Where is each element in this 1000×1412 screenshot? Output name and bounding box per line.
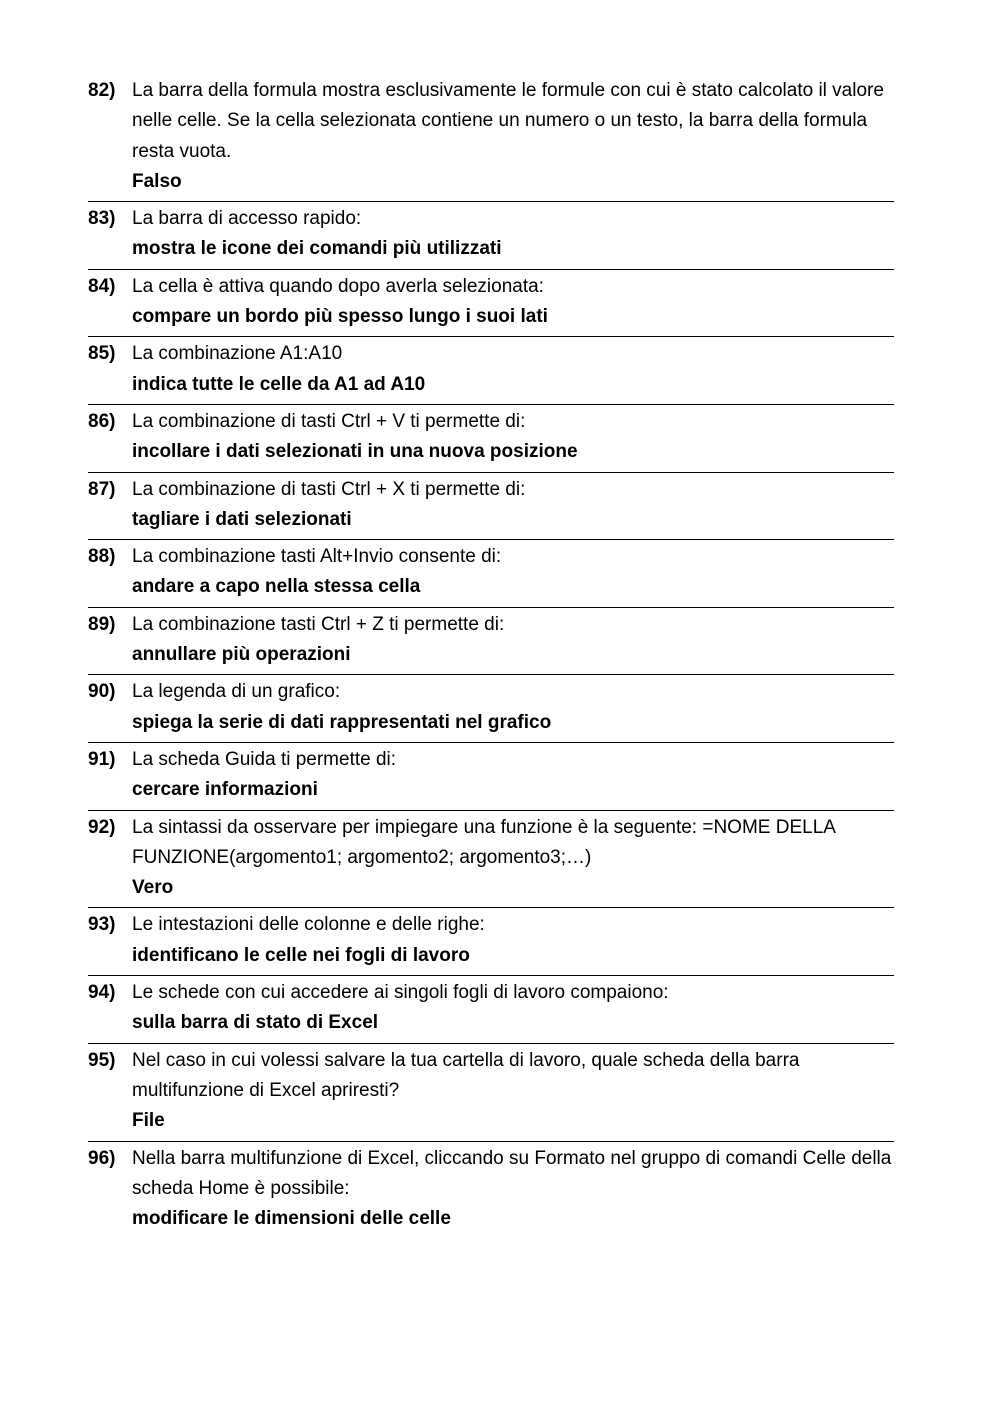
answer-text: mostra le icone dei comandi più utilizzati (132, 238, 502, 260)
question-number: 84) (88, 275, 116, 297)
quiz-item-84 (88, 270, 894, 338)
answer-text: annullare più operazioni (132, 644, 351, 666)
question-number: 88) (88, 546, 116, 568)
question-number: 96) (88, 1147, 116, 1169)
quiz-item-92 (88, 811, 894, 909)
question-text: La combinazione A1:A10 (132, 343, 343, 365)
question-text: La scheda Guida ti permette di: (132, 748, 397, 770)
question-number: 94) (88, 982, 116, 1004)
question-text: Le intestazioni delle colonne e delle righe: (132, 914, 485, 936)
answer-text: identificano le celle nei fogli di lavoro (132, 944, 470, 966)
question-body (132, 407, 894, 468)
question-number: 85) (88, 343, 116, 365)
answer-text: indica tutte le celle da A1 ad A10 (132, 373, 426, 395)
question-number: 91) (88, 748, 116, 770)
question-number: 82) (88, 80, 116, 101)
answer-text: andare a capo nella stessa cella (132, 576, 421, 598)
quiz-item-91 (88, 743, 894, 811)
question-text: La sintassi da osservare per impiegare una funzione è la seguente: =NOME DELLA FUNZIONE(argomento1; argomento2; argomento3;…) (132, 816, 835, 868)
question-body (132, 542, 894, 603)
question-body (132, 204, 894, 265)
answer-text: modificare le dimensioni delle celle (132, 1208, 451, 1230)
quiz-item-93 (88, 908, 894, 976)
question-body (132, 910, 894, 971)
question-body (132, 272, 894, 333)
quiz-item-94 (88, 976, 894, 1044)
answer-text: cercare informazioni (132, 779, 318, 801)
question-number: 90) (88, 681, 116, 703)
question-text: La combinazione di tasti Ctrl + V ti permette di: (132, 410, 526, 432)
answer-text: File (132, 1110, 165, 1132)
quiz-item-95 (88, 1044, 894, 1142)
question-text: La legenda di un grafico: (132, 681, 341, 703)
question-number: 93) (88, 914, 116, 936)
question-number: 83) (88, 208, 116, 230)
question-text: La combinazione tasti Alt+Invio consente di: (132, 546, 502, 568)
question-number: 86) (88, 410, 116, 432)
quiz-list (88, 74, 894, 1238)
question-body (132, 610, 894, 671)
question-text: La cella è attiva quando dopo averla selezionata: (132, 275, 544, 297)
question-body (132, 1144, 894, 1235)
question-number: 92) (88, 816, 116, 838)
question-body (132, 745, 894, 806)
question-body (132, 677, 894, 738)
answer-text: incollare i dati selezionati in una nuova posizione (132, 441, 578, 463)
quiz-item-88 (88, 540, 894, 608)
question-body (132, 813, 894, 904)
quiz-item-96 (88, 1142, 894, 1239)
question-text: Le schede con cui accedere ai singoli fogli di lavoro compaiono: (132, 982, 669, 1004)
question-text: La combinazione tasti Ctrl + Z ti permette di: (132, 613, 505, 635)
quiz-item-85 (88, 337, 894, 405)
question-number: 89) (88, 613, 116, 635)
quiz-item-83 (88, 202, 894, 270)
question-text: La barra della formula mostra esclusivamente le formule con cui è stato calcolato il valore nelle celle. Se la cella selezionata contiene un numero o un testo, la barra della formula resta vuota. (132, 80, 884, 162)
question-text: Nella barra multifunzione di Excel, cliccando su Formato nel gruppo di comandi Celle della scheda Home è possibile: (132, 1147, 892, 1199)
quiz-item-89 (88, 608, 894, 676)
question-body (132, 339, 894, 400)
question-body (132, 978, 894, 1039)
question-text: Nel caso in cui volessi salvare la tua cartella di lavoro, quale scheda della barra multifunzione di Excel apriresti? (132, 1049, 800, 1101)
answer-text: spiega la serie di dati rappresentati nel grafico (132, 711, 552, 733)
question-number: 95) (88, 1049, 116, 1071)
answer-text: Vero (132, 877, 174, 899)
question-body (132, 76, 894, 197)
question-number: 87) (88, 478, 116, 500)
quiz-item-90 (88, 675, 894, 743)
answer-text: tagliare i dati selezionati (132, 508, 352, 530)
answer-text: sulla barra di stato di Excel (132, 1012, 379, 1034)
quiz-item-82 (88, 74, 894, 202)
answer-text: compare un bordo più spesso lungo i suoi lati (132, 306, 548, 328)
quiz-item-87 (88, 473, 894, 541)
answer-text: Falso (132, 170, 182, 192)
quiz-item-86 (88, 405, 894, 473)
question-body (132, 1046, 894, 1137)
question-text: La barra di accesso rapido: (132, 208, 362, 230)
question-text: La combinazione di tasti Ctrl + X ti permette di: (132, 478, 526, 500)
question-body (132, 475, 894, 536)
